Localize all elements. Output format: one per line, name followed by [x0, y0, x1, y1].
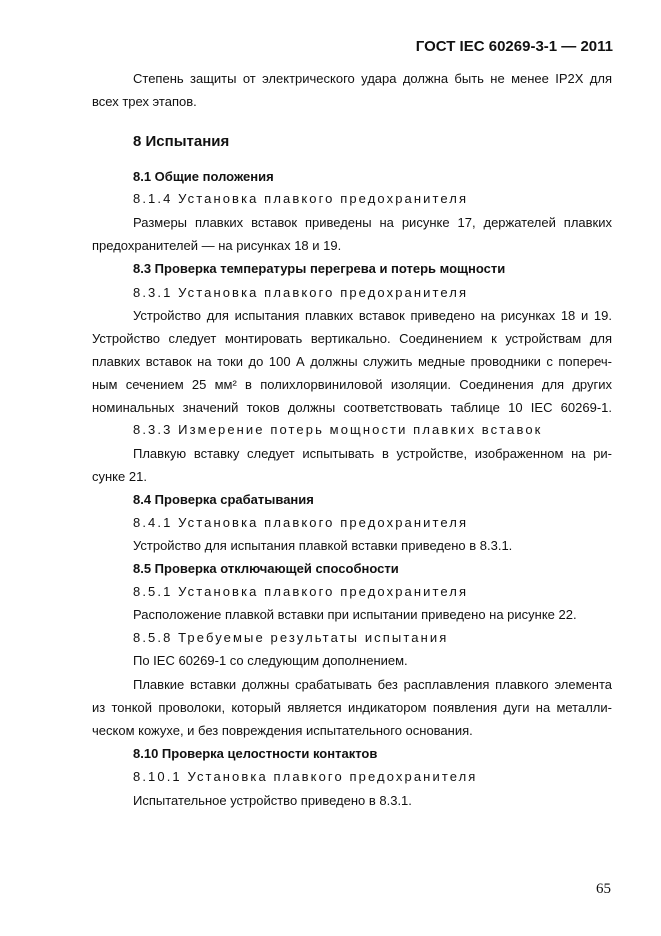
- subsection-heading: 8.1 Общие положения: [133, 169, 274, 184]
- subsection-heading: 8.10 Проверка целостности контактов: [133, 746, 378, 761]
- paragraph-line: Расположение плавкой вставки при испытании приведено на рисунке 22.: [133, 607, 577, 622]
- clause-heading: 8.1.4 Установка плавкого предохранителя: [133, 191, 469, 206]
- paragraph-line: Плавкие вставки должны срабатывать без расплавления плавкого элемента: [133, 677, 612, 692]
- section-heading: 8 Испытания: [133, 133, 230, 150]
- paragraph-line: Устройство для испытания плавкой вставки приведено в 8.3.1.: [133, 538, 513, 553]
- page-number: 65: [596, 881, 611, 897]
- clause-heading: 8.3.1 Установка плавкого предохранителя: [133, 285, 469, 300]
- paragraph-line: сунке 21.: [92, 469, 147, 484]
- paragraph-line: ческом кожухе, и без повреждения испытательного основания.: [92, 723, 473, 738]
- clause-heading: 8.5.8 Требуемые результаты испытания: [133, 630, 449, 645]
- paragraph-line: Устройство следует монтировать вертикально. Соединением к устройствам для: [92, 331, 612, 346]
- paragraph-line: Плавкую вставку следует испытывать в устройстве, изображенном на ри-: [133, 446, 612, 461]
- clause-heading: 8.3.3 Измерение потерь мощности плавких вставок: [133, 422, 543, 437]
- paragraph-line: номинальных значений токов должны соответствовать таблице 10 IEC 60269-1.: [92, 400, 612, 415]
- clause-heading: 8.4.1 Установка плавкого предохранителя: [133, 515, 469, 530]
- paragraph-line: предохранителей — на рисунках 18 и 19.: [92, 238, 342, 253]
- paragraph-line: всех трех этапов.: [92, 94, 197, 109]
- paragraph-line: ным сечением 25 мм² в полихлорвиниловой изоляции. Соединения для других: [92, 377, 612, 392]
- paragraph-line: Испытательное устройство приведено в 8.3.1.: [133, 793, 412, 808]
- paragraph-line: Размеры плавких вставок приведены на рисунке 17, держателей плавких: [133, 215, 612, 230]
- clause-heading: 8.5.1 Установка плавкого предохранителя: [133, 584, 469, 599]
- subsection-heading: 8.3 Проверка температуры перегрева и потерь мощности: [133, 261, 506, 276]
- subsection-heading: 8.4 Проверка срабатывания: [133, 492, 314, 507]
- paragraph-line: Степень защиты от электрического удара должна быть не менее IP2X для: [133, 71, 612, 86]
- document-header: ГОСТ IEC 60269-3-1 — 2011: [415, 38, 613, 55]
- clause-heading: 8.10.1 Установка плавкого предохранителя: [133, 769, 478, 784]
- paragraph-line: По IEC 60269-1 со следующим дополнением.: [133, 653, 408, 668]
- paragraph-line: плавких вставок на токи до 100 А должны служить медные проводники с попереч-: [92, 354, 612, 369]
- subsection-heading: 8.5 Проверка отключающей способности: [133, 561, 399, 576]
- paragraph-line: из тонкой проволоки, который является индикатором появления дуги на металли-: [92, 700, 612, 715]
- paragraph-line: Устройство для испытания плавких вставок приведено на рисунках 18 и 19.: [133, 308, 612, 323]
